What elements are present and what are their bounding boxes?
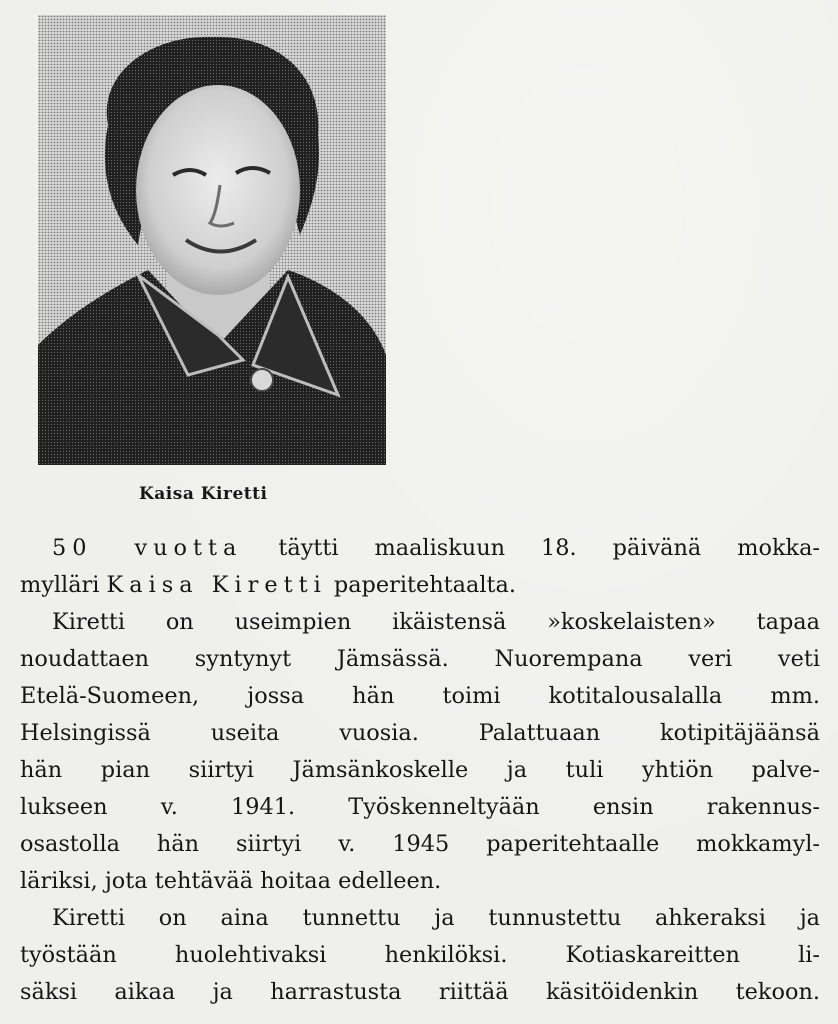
portrait-icon bbox=[38, 15, 386, 465]
paragraph-2-line-3: Etelä-Suomeen, jossa hän toimi kotitalousalalla mm. bbox=[20, 683, 820, 709]
paragraph-3-line-2: työstään huolehtivaksi henkilöksi. Kotiaskareitten li- bbox=[20, 942, 820, 968]
paragraph-2-line-5: hän pian siirtyi Jämsänkoskelle ja tuli yhtiön palve- bbox=[20, 757, 820, 783]
paragraph-3-line-3: säksi aikaa ja harrastusta riittää käsitöidenkin tekoon. bbox=[20, 979, 820, 1005]
paragraph-3-line-1: Kiretti on aina tunnettu ja tunnustettu ahkeraksi ja bbox=[52, 905, 820, 931]
paragraph-2-line-7: osastolla hän siirtyi v. 1945 paperitehtaalle mokkamyl- bbox=[20, 831, 820, 857]
line-text: paperitehtaalta. bbox=[326, 572, 516, 598]
portrait-photo bbox=[38, 15, 386, 465]
spaced-name-text: Kaisa Kiretti bbox=[106, 572, 327, 598]
paragraph-2-line-8: läriksi, jota tehtävää hoitaa edelleen. bbox=[20, 868, 442, 894]
paragraph-2-line-4: Helsingissä useita vuosia. Palattuaan kotipitäjäänsä bbox=[20, 720, 820, 746]
article-body bbox=[20, 530, 820, 1011]
paragraph-2-line-1: Kiretti on useimpien ikäistensä »koskelaisten» tapaa bbox=[52, 609, 820, 635]
line-text: mylläri bbox=[20, 572, 107, 598]
paragraph-2-line-6: lukseen v. 1941. Työskenneltyään ensin rakennus- bbox=[20, 794, 820, 820]
paragraph-1-line-1 bbox=[20, 530, 820, 567]
paragraph-1-line-2 bbox=[20, 567, 820, 604]
line-text: täytti maaliskuun 18. päivänä mokka- bbox=[242, 535, 820, 561]
paragraph-2-line-2: noudattaen syntynyt Jämsässä. Nuorempana veri veti bbox=[20, 646, 820, 672]
photo-caption: Kaisa Kiretti bbox=[139, 484, 268, 504]
spaced-name-text: 50 vuotta bbox=[52, 535, 243, 561]
